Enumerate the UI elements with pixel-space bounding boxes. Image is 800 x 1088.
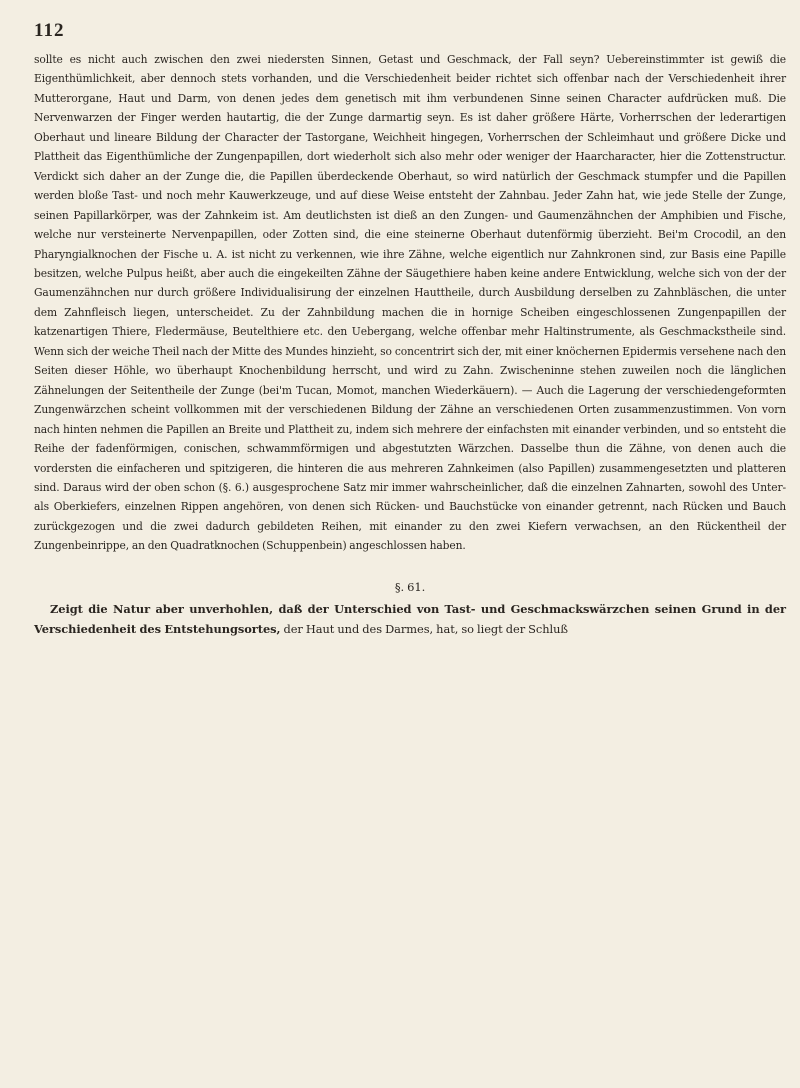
- section-paragraph-rest: der Haut und des Darmes, hat, so liegt der Schluß: [280, 621, 568, 636]
- page-number: 112: [34, 20, 65, 41]
- page-body: [34, 50, 786, 639]
- section-heading: §. 61.: [394, 579, 426, 594]
- paragraph-continuation: sollte es nicht auch zwischen den zwei niedersten Sinnen, Getast und Geschmack, der Fall seyn? Uebereinstimmter ist gewiß die Eigenthümlichkeit, aber dennoch stets vorhanden, und die Verschiedenheit beider richtet sich offenbar nach der Verschiedenheit ihrer Mutterorgane, Haut und Darm, von denen jedes dem genetisch mit ihm verbundenen Sinne seinen Character aufdrücken muß. Die Nervenwarzen der Finger werden hautartig, die der Zunge darmartig seyn. Es ist daher größere Härte, Vorherrschen der lederartigen Oberhaut und lineare Bildung der Character der Tastorgane, Weichheit hingegen, Vorherrschen der Schleimhaut und größere Dicke und Plattheit das Eigenthümliche der Zungenpapillen, dort wiederholt sich also mehr oder weniger der Haarcharacter, hier die Zottenstructur. Verdickt sich daher an der Zunge die, die Papillen überdeckende Oberhaut, so wird natürlich der Geschmack stumpfer und die Papillen werden bloße Tast- und noch mehr Kauwerkzeuge, und auf diese Weise entsteht der Zahnbau. Jeder Zahn hat, wie jede Stelle der Zunge, seinen Papillarkörper, was der Zahnkeim ist. Am deutlichsten ist dieß an den Zungen- und Gaumenzähnchen der Amphibien und Fische, welche nur versteinerte Nervenpapillen, oder Zotten sind, die eine steinerne Oberhaut dutenförmig überzieht. Bei'm Crocodil, an den Pharyngialknochen der Fische u. A. ist nicht zu verkennen, wie ihre Zähne, welche eigentlich nur Zahnkronen sind, zur Basis eine Papille besitzen, welche Pulpus heißt, aber auch die eingekeilten Zähne der Säugethiere haben keine andere Entwicklung, welche sich von der der Gaumenzähnchen nur durch größere Individualisirung der einzelnen Hauttheile, durch Ausbildung derselben zu Zahnbläschen, die unter dem Zahnfleisch liegen, unterscheidet. Zu der Zahnbildung machen die in hornige Scheiben eingeschlossenen Zungenpapillen der katzenartigen Thiere, Fledermäuse, Beutelthiere etc. den Uebergang, welche offenbar mehr Haltinstrumente, als Geschmackstheile sind. Wenn sich der weiche Theil nach der Mitte des Mundes hinzieht, so concentrirt sich der, mit einer knöchernen Epidermis versehene nach den Seiten dieser Höhle, wo überhaupt Knochenbildung herrscht, und wird zu Zahn. Zwischeninne stehen zuweilen noch die länglichen Zähnelungen der Seitentheile der Zunge (bei'm Tucan, Momot, manchen Wiederkäuern). — Auch die Lagerung der verschiedengeformten Zungenwärzchen scheint vollkommen mit der verschiedenen Bildung der Zähne an verschiedenen Orten zusammenzustimmen. Von vorn nach hinten nehmen die Papillen an Breite und Plattheit zu, indem sich mehrere der einfachsten mit einander verbinden, und so entsteht die Reihe der fadenförmigen, conischen, schwammförmigen und abgestutzten Wärzchen. Dasselbe thun die Zähne, von denen auch die vordersten die einfacheren und spitzigeren, die hinteren die aus mehreren Zahnkeimen (also Papillen) zusammengesetzten und platteren sind. Daraus wird der oben schon (§. 6.) ausgesprochene Satz mir immer wahrscheinlicher, daß die einzelnen Zahnarten, sowohl des Unter- als Oberkiefers, einzelnen Rippen angehören, von denen sich Rücken- und Bauchstücke von einander getrennt, nach Rücken und Bauch zurückgezogen und die zwei dadurch gebildeten Reihen, mit einander zu den zwei Kiefern verwachsen, an den Rückentheil der Zungenbeinrippe, an den Quadratknochen (Schuppenbein) angeschlossen haben.: [34, 53, 786, 553]
- section-paragraph-lead: Zeigt die Natur aber unverhohlen, daß der Unterschied von Tast- und Geschmackswärzchen seinen Grund in der Verschiedenheit des Entstehungsortes,: [34, 602, 786, 636]
- section-paragraph: [34, 600, 786, 639]
